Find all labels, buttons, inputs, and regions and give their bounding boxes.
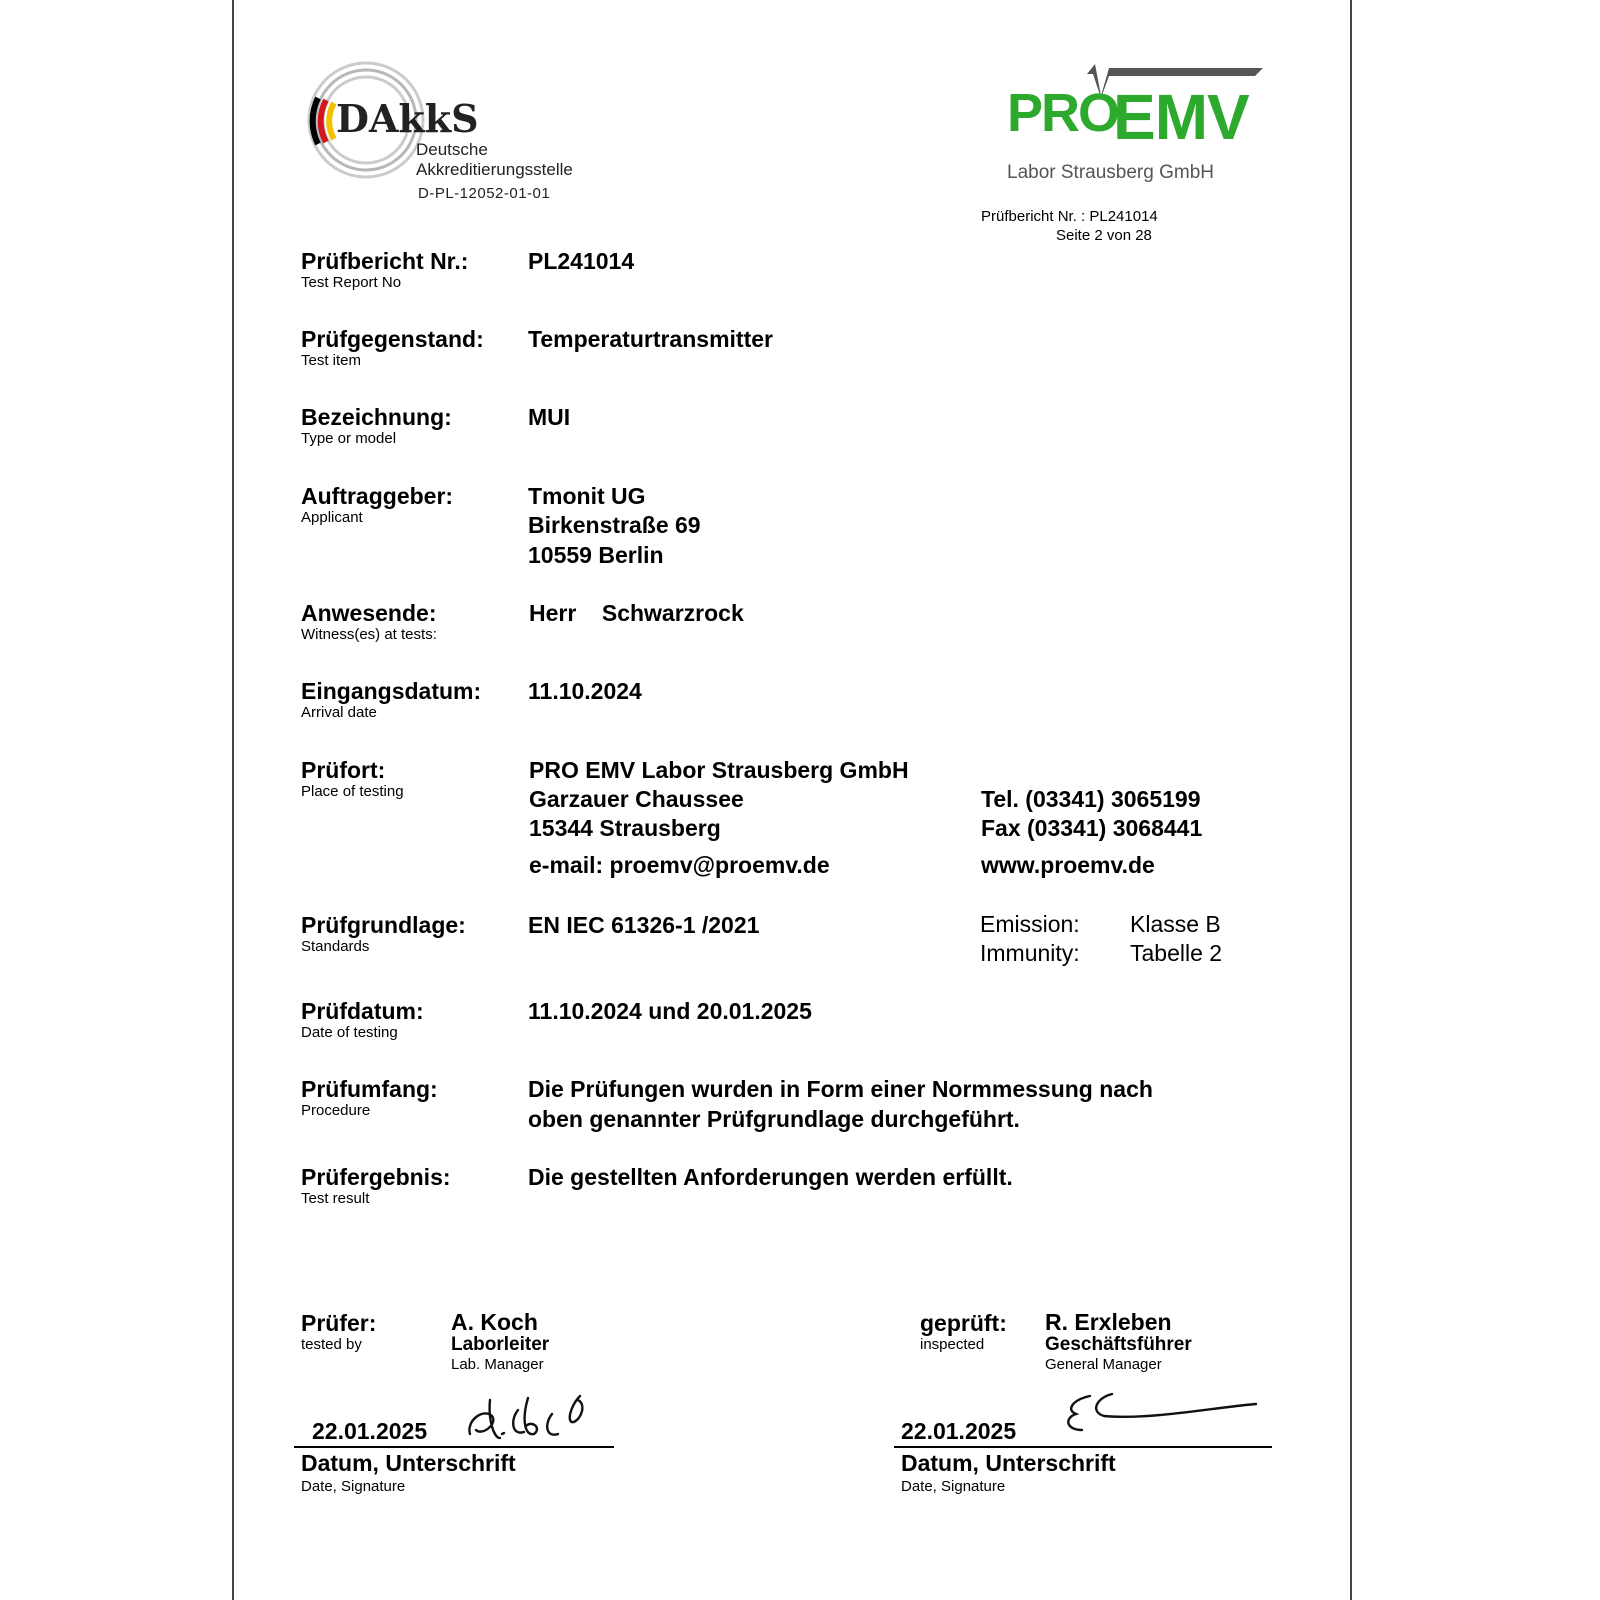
field-label-en: Applicant bbox=[301, 509, 363, 526]
field-value: 10559 Berlin bbox=[528, 542, 664, 568]
signer-role-en: inspected bbox=[920, 1336, 985, 1353]
field-procedure bbox=[301, 1076, 438, 1120]
field-value: Tmonit UG bbox=[528, 483, 646, 509]
proemv-subtitle: Labor Strausberg GmbH bbox=[1007, 162, 1214, 183]
sign-label-left: Datum, Unterschrift bbox=[301, 1450, 516, 1476]
emission-label: Emission: bbox=[980, 911, 1080, 937]
signer-left-name: A. Koch bbox=[451, 1309, 538, 1335]
page-right-edge bbox=[1350, 0, 1352, 1600]
field-label-en: Standards bbox=[301, 938, 370, 955]
immunity-label: Immunity: bbox=[980, 940, 1080, 966]
dakks-line2: Akkreditierungsstelle bbox=[416, 160, 573, 179]
field-label: Prüfgrundlage: bbox=[301, 912, 466, 938]
field-place bbox=[301, 757, 404, 801]
field-label-en: Test result bbox=[301, 1190, 370, 1207]
dakks-logo bbox=[298, 58, 618, 208]
field-label: Auftraggeber: bbox=[301, 483, 454, 509]
field-label-en: Test item bbox=[301, 352, 362, 369]
field-value: Birkenstraße 69 bbox=[528, 512, 701, 538]
signature-line-right bbox=[894, 1446, 1272, 1448]
sign-date-right: 22.01.2025 bbox=[901, 1418, 1017, 1444]
signer-role-en: tested by bbox=[301, 1336, 362, 1353]
signer-right-name: R. Erxleben bbox=[1045, 1309, 1172, 1335]
signature-right-icon bbox=[1060, 1390, 1270, 1450]
place-email: e-mail: proemv@proemv.de bbox=[529, 852, 830, 878]
field-value: Herr Schwarzrock bbox=[529, 600, 744, 626]
field-label-en: Test Report No bbox=[301, 274, 402, 291]
proemv-logo bbox=[1005, 58, 1275, 188]
standards-value: EN IEC 61326-1 /2021 bbox=[528, 912, 760, 938]
field-value: PL241014 bbox=[528, 248, 635, 274]
field-label: Anwesende: bbox=[301, 600, 437, 626]
place-tel: Tel. (03341) 3065199 bbox=[981, 786, 1201, 812]
field-label: Prüfort: bbox=[301, 757, 386, 783]
field-label-en: Type or model bbox=[301, 430, 397, 447]
field-report-no bbox=[301, 248, 468, 292]
field-value: MUI bbox=[528, 404, 571, 430]
field-label: Prüfgegenstand: bbox=[301, 326, 484, 352]
place-fax: Fax (03341) 3068441 bbox=[981, 815, 1203, 841]
signer-right-role bbox=[920, 1310, 1007, 1354]
field-result bbox=[301, 1164, 451, 1208]
place-line3: 15344 Strausberg bbox=[529, 815, 721, 841]
field-test-item bbox=[301, 326, 484, 370]
sign-label-right-en: Date, Signature bbox=[901, 1478, 1006, 1495]
field-label: Prüfumfang: bbox=[301, 1076, 438, 1102]
field-label-en: Arrival date bbox=[301, 704, 377, 721]
header-page-no: Seite 2 von 28 bbox=[1056, 227, 1152, 244]
proemv-pro-text: PRO bbox=[1007, 83, 1119, 143]
field-applicant bbox=[301, 483, 453, 527]
signer-left-role bbox=[301, 1310, 376, 1354]
field-witness bbox=[301, 600, 437, 644]
field-label-en: Place of testing bbox=[301, 783, 404, 800]
header-report-no: Prüfbericht Nr. : PL241014 bbox=[981, 208, 1158, 225]
field-value: Temperaturtransmitter bbox=[528, 326, 773, 352]
signer-right-title: Geschäftsführer bbox=[1045, 1334, 1192, 1355]
proemv-emv: EMV bbox=[1113, 81, 1249, 153]
field-value: 11.10.2024 bbox=[528, 678, 642, 704]
field-arrival bbox=[301, 678, 481, 722]
field-label-en: Date of testing bbox=[301, 1024, 398, 1041]
signer-right-title-en: General Manager bbox=[1045, 1356, 1162, 1373]
field-value: Die gestellten Anforderungen werden erfüllt. bbox=[528, 1164, 1013, 1190]
field-label: Eingangsdatum: bbox=[301, 678, 482, 704]
signer-role: geprüft: bbox=[920, 1310, 1007, 1336]
dakks-name: DAkkS bbox=[336, 96, 479, 141]
signer-role: Prüfer: bbox=[301, 1310, 377, 1336]
emission-value: Klasse B bbox=[1130, 911, 1221, 937]
immunity-value: Tabelle 2 bbox=[1130, 940, 1223, 966]
field-value: Die Prüfungen wurden in Form einer Normmessung nach bbox=[528, 1076, 1153, 1102]
field-label: Prüfergebnis: bbox=[301, 1164, 451, 1190]
dakks-id: D-PL-12052-01-01 bbox=[418, 185, 551, 202]
signer-left-title-en: Lab. Manager bbox=[451, 1356, 544, 1373]
sign-label-left-en: Date, Signature bbox=[301, 1478, 406, 1495]
field-label: Bezeichnung: bbox=[301, 404, 452, 430]
page-left-edge bbox=[232, 0, 234, 1600]
field-label-en: Witness(es) at tests: bbox=[301, 626, 437, 643]
field-label: Prüfdatum: bbox=[301, 998, 424, 1024]
field-label-en: Procedure bbox=[301, 1102, 371, 1119]
signer-left-title: Laborleiter bbox=[451, 1334, 550, 1355]
place-line1: PRO EMV Labor Strausberg GmbH bbox=[529, 757, 909, 783]
field-type bbox=[301, 404, 452, 448]
proemv-pro bbox=[1007, 82, 1118, 144]
field-label: Prüfbericht Nr.: bbox=[301, 248, 469, 274]
field-value: 11.10.2024 und 20.01.2025 bbox=[528, 998, 812, 1024]
field-standards bbox=[301, 912, 466, 956]
sign-date-left: 22.01.2025 bbox=[312, 1418, 428, 1444]
sign-label-right: Datum, Unterschrift bbox=[901, 1450, 1116, 1476]
field-date-testing bbox=[301, 998, 424, 1042]
field-value: oben genannter Prüfgrundlage durchgeführt. bbox=[528, 1106, 1020, 1132]
place-web: www.proemv.de bbox=[981, 852, 1155, 878]
signature-line-left bbox=[294, 1446, 614, 1448]
place-line2: Garzauer Chaussee bbox=[529, 786, 744, 812]
dakks-line1: Deutsche bbox=[416, 140, 488, 159]
